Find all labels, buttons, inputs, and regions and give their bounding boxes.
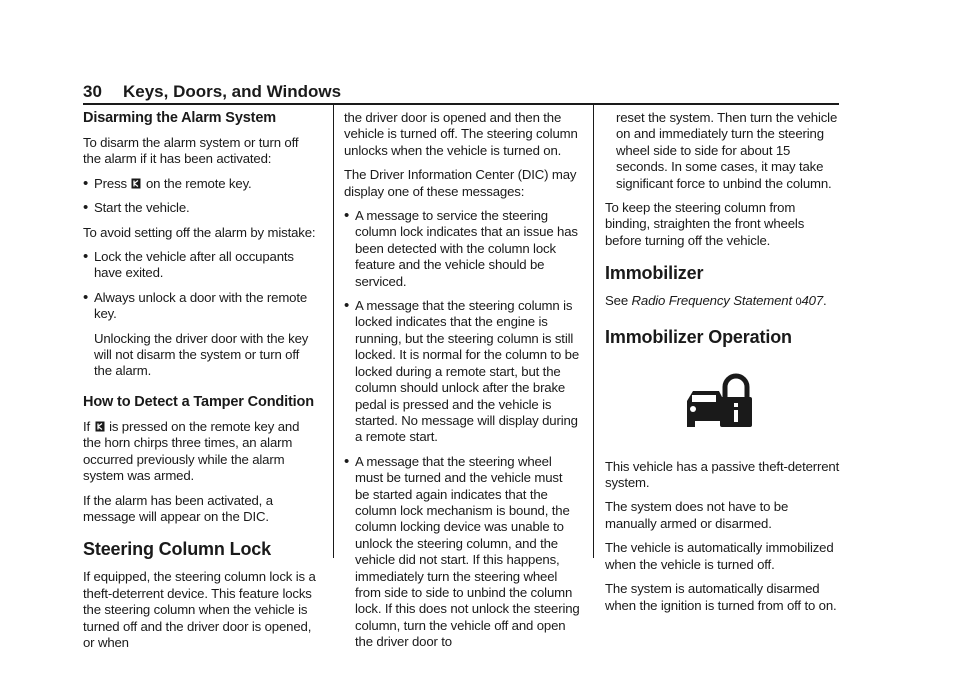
page-number: 30 [83, 82, 102, 101]
unlock-key-icon [131, 178, 141, 189]
paragraph: the driver door is opened and then the vehicle is turned off. The steering column unlocks when the vehicle is turned on. [344, 110, 578, 158]
list-item: • Press on the remote key. [83, 176, 319, 192]
section-title: Keys, Doors, and Windows [123, 82, 342, 101]
heading-immobilizer: Immobilizer [605, 263, 704, 284]
header-rule [83, 103, 839, 105]
paragraph: If is pressed on the remote key and the horn chirps three times, an alarm occurred previously while the alarm system was armed. [83, 418, 300, 484]
paragraph-indented: Unlocking the driver door with the key will not disarm the system or turn off the alarm. [94, 330, 309, 379]
paragraph: This vehicle has a passive theft-deterrent system. [605, 458, 840, 491]
heading-immobilizer-operation: Immobilizer Operation [605, 326, 792, 347]
bullet-list [83, 176, 319, 217]
paragraph: To keep the steering column from binding, straighten the front wheels before turning off the vehicle. [605, 200, 805, 248]
list-item: • Lock the vehicle after all occupants have exited. [83, 249, 319, 282]
column-divider [333, 104, 334, 558]
list-item: • A message that the steering wheel must be turned and the vehicle must be started again indicates that the column lock mechanism is bound, the column locking device was unable to unlock the steering column, and the vehicle did not start. If this happens, immediately turn the steering wheel from side to side to unbind the column lock. If this does not unlock the steering column, turn the vehicle off and open the driver door to [344, 454, 580, 651]
page-ref-icon: 0 [795, 296, 802, 309]
paragraph: The system does not have to be manually armed or disarmed. [605, 499, 789, 531]
paragraph: If equipped, the steering column lock is a theft-deterrent device. This feature locks the steering column when the vehicle is turned off and the driver door is opened, or when [83, 569, 316, 650]
column-divider [593, 104, 594, 558]
heading-steering-column-lock: Steering Column Lock [83, 539, 272, 560]
reference-title[interactable]: Radio Frequency Statement [631, 293, 792, 309]
cross-reference: See Radio Frequency Statement 0407. [605, 293, 827, 309]
paragraph: The system is automatically disarmed when the ignition is turned from off to on. [605, 581, 837, 613]
column-3 [605, 110, 841, 622]
list-item: • Always unlock a door with the remote key. [83, 290, 319, 323]
paragraph-continued: reset the system. Then turn the vehicle on and immediately turn the steering wheel side to side for about 15 seconds. In some cases, it may take significant force to unbind the column. [616, 110, 838, 191]
paragraph: If the alarm has been activated, a message will appear on the DIC. [83, 492, 273, 524]
list-item: • A message that the steering column is locked indicates that the engine is running, but the steering column is still locked. It is normal for the column to be locked during a remote start, but the column should unlock after the brake pedal is pressed and the vehicle is started. No message will display during a remote start. [344, 298, 580, 446]
reference-page[interactable]: 407 [801, 293, 824, 309]
paragraph: The Driver Information Center (DIC) may display one of these messages: [344, 167, 577, 199]
heading-disarming-alarm: Disarming the Alarm System [83, 110, 276, 126]
bullet-list [344, 208, 580, 651]
column-2 [344, 110, 580, 659]
immobilizer-car-lock-icon [683, 371, 753, 433]
list-item: • A message to service the steering column lock indicates that an issue has been detected with the column lock feature and the vehicle should be serviced. [344, 208, 580, 290]
bullet-list [83, 249, 319, 323]
paragraph: To disarm the alarm system or turn off the alarm if it has been activated: [83, 135, 299, 167]
list-item: • Start the vehicle. [83, 200, 319, 216]
paragraph: To avoid setting off the alarm by mistake: [83, 224, 316, 240]
paragraph: The vehicle is automatically immobilized when the vehicle is turned off. [605, 540, 834, 572]
unlock-key-icon [95, 421, 105, 432]
column-1 [83, 110, 319, 659]
heading-tamper-condition: How to Detect a Tamper Condition [83, 393, 314, 410]
